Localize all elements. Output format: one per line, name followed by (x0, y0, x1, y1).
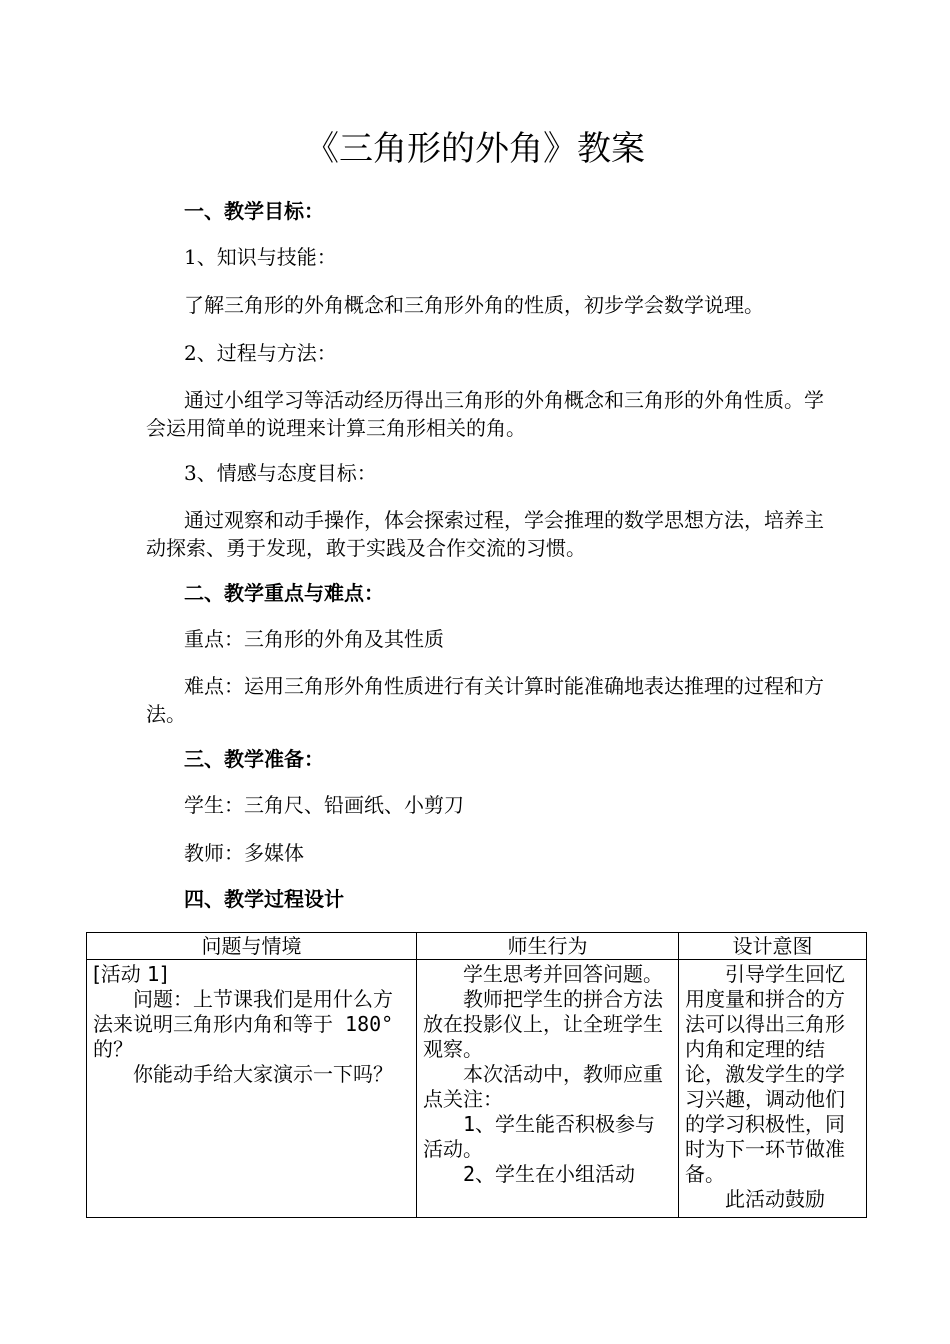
section-heading-key-points: 二、教学重点与难点： (184, 581, 384, 605)
section-heading-preparation: 三、教学准备： (184, 747, 324, 771)
header-actions: 师生行为 (417, 933, 679, 960)
subheading-attitude: 3、情感与态度目标： (184, 461, 377, 485)
table-header-row (87, 933, 867, 960)
subheading-knowledge: 1、知识与技能： (184, 245, 337, 269)
action-line: 1、学生能否积极参与活动。 (423, 1112, 656, 1161)
student-materials: 学生：三角尺、铅画纸、小剪刀 (184, 793, 464, 817)
knowledge-text: 了解三角形的外角概念和三角形外角的性质，初步学会数学说理。 (184, 293, 764, 317)
actions-cell (417, 960, 679, 1218)
page-title: 《三角形的外角》教案 (305, 129, 645, 169)
header-question: 问题与情境 (87, 933, 417, 960)
process-table (86, 932, 867, 1218)
teacher-materials: 教师：多媒体 (184, 841, 304, 865)
action-line: 学生思考并回答问题。 (463, 962, 663, 986)
activity-tag: [活动 1] (93, 962, 168, 986)
header-intent: 设计意图 (679, 933, 867, 960)
difficulty-text: 难点：运用三角形外角性质进行有关计算时能准确地表达推理的过程和方法。 (146, 674, 824, 726)
question-line: 你能动手给大家演示一下吗？ (133, 1062, 393, 1086)
table-row (87, 960, 867, 1218)
process-text: 通过小组学习等活动经历得出三角形的外角概念和三角形的外角性质。学会运用简单的说理来计算三角形相关的角。 (146, 388, 824, 440)
section-heading-process-design: 四、教学过程设计 (184, 887, 344, 911)
section-heading-objectives: 一、教学目标： (184, 199, 324, 223)
subheading-process: 2、过程与方法： (184, 341, 337, 365)
attitude-text: 通过观察和动手操作，体会探索过程，学会推理的数学思想方法，培养主动探索、勇于发现，敢于实践及合作交流的习惯。 (146, 508, 824, 560)
key-point-text: 重点：三角形的外角及其性质 (184, 627, 444, 651)
intent-cell (679, 960, 867, 1218)
action-line: 本次活动中，教师应重点关注： (423, 1062, 663, 1111)
action-line: 2、学生在小组活动 (463, 1162, 636, 1186)
intent-line: 此活动鼓励 (725, 1187, 825, 1211)
question-cell (87, 960, 417, 1218)
intent-line: 引导学生回忆用度量和拼合的方法可以得出三角形内角和定理的结论，激发学生的学习兴趣，调动他们的学习积极性，同时为下一环节做准备。 (685, 962, 845, 1186)
action-line: 教师把学生的拼合方法放在投影仪上，让全班学生观察。 (423, 987, 663, 1061)
question-line: 问题：上节课我们是用什么方法来说明三角形内角和等于 180° 的？ (93, 987, 394, 1061)
